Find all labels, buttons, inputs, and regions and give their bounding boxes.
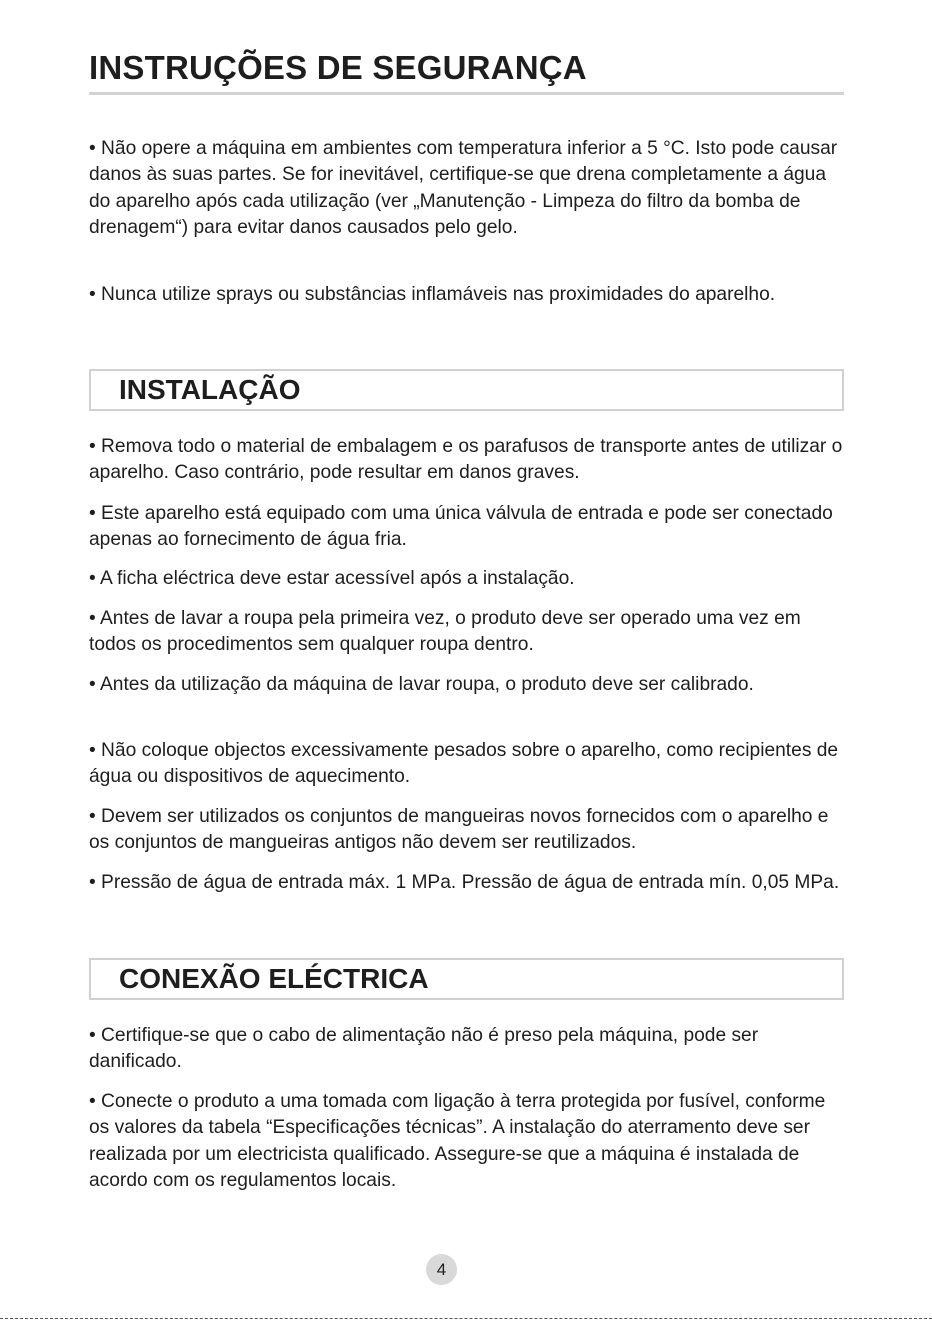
installation-paragraph-6: • Não coloque objectos excessivamente pesados sobre o aparelho, como recipientes de água ou dispositivos de aquecimento. — [89, 740, 839, 788]
electrical-paragraph-2: • Conecte o produto a uma tomada com ligação à terra protegida por fusível, conforme os valores da tabela “Especificações técnicas”. A instalação do aterramento deve ser realizada por um electricista qualificado. Assegure-se que a máquina é instalada de acordo com os regulamentos locais. — [89, 1091, 826, 1192]
page-number: 4 — [426, 1254, 457, 1285]
electrical-paragraph-1: • Certifique-se que o cabo de alimentação não é preso pela máquina, pode ser danificado. — [89, 1025, 759, 1073]
installation-paragraph-2: • Este aparelho está equipado com uma única válvula de entrada e pode ser conectado apenas ao fornecimento de água fria. — [89, 503, 833, 551]
installation-paragraph-1: • Remova todo o material de embalagem e os parafusos de transporte antes de utilizar o aparelho. Caso contrário, pode resultar em danos graves. — [89, 436, 843, 484]
installation-paragraph-8: • Pressão de água de entrada máx. 1 MPa. Pressão de água de entrada mín. 0,05 MPa. — [89, 872, 840, 893]
installation-paragraph-5: • Antes da utilização da máquina de lavar roupa, o produto deve ser calibrado. — [89, 674, 754, 695]
safety-paragraph-2: • Nunca utilize sprays ou substâncias inflamáveis nas proximidades do aparelho. — [89, 284, 776, 305]
section-heading-electrical-label: CONEXÃO ELÉCTRICA — [119, 963, 429, 994]
section-heading-electrical — [89, 958, 844, 1000]
section-heading-installation-label: INSTALAÇÃO — [119, 374, 301, 405]
installation-paragraph-4: • Antes de lavar a roupa pela primeira vez, o produto deve ser operado uma vez em todos os procedimentos sem qualquer roupa dentro. — [89, 608, 801, 656]
safety-paragraph-1: • Não opere a máquina em ambientes com temperatura inferior a 5 °C. Isto pode causar danos às suas partes. Se for inevitável, certifique-se que drena completamente a água do aparelho após cada utilização (ver „Manutenção - Limpeza do filtro da bomba de drenagem“) para evitar danos causados pelo gelo. — [89, 138, 838, 239]
page-title: INSTRUÇÕES DE SEGURANÇA — [89, 49, 587, 86]
installation-paragraph-3: • A ficha eléctrica deve estar acessível após a instalação. — [89, 568, 575, 589]
cut-line — [0, 1318, 932, 1319]
section-heading-installation — [89, 369, 844, 411]
title-divider — [89, 92, 844, 95]
installation-paragraph-7: • Devem ser utilizados os conjuntos de mangueiras novos fornecidos com o aparelho e os conjuntos de mangueiras antigos não devem ser reutilizados. — [89, 806, 829, 854]
